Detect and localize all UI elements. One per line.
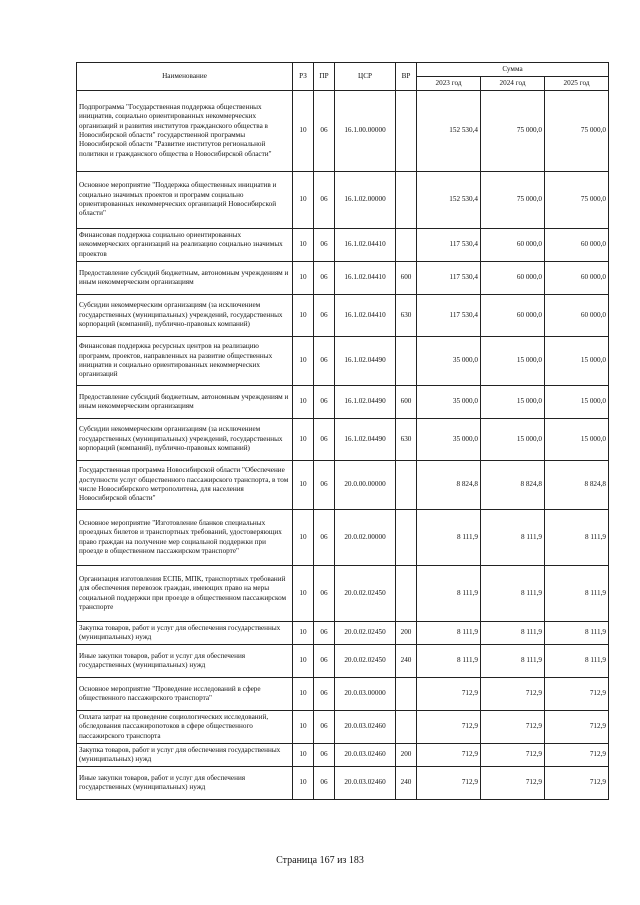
header-year-2025: 2025 год: [545, 77, 609, 91]
table-row: [77, 295, 609, 337]
row-sum-2023: 152 530,4: [417, 91, 481, 172]
row-sum-2023: 8 111,9: [417, 510, 481, 566]
row-csr: 16.1.02.04490: [335, 337, 396, 386]
row-vr: 240: [396, 767, 417, 800]
row-sum-2024: 8 111,9: [481, 622, 545, 645]
row-vr: 240: [396, 645, 417, 678]
table-row: [77, 510, 609, 566]
row-pr: 06: [314, 566, 335, 622]
row-sum-2024: 8 111,9: [481, 510, 545, 566]
row-name: Иные закупки товаров, работ и услуг для обеспечения государственных (муниципальных) нужд: [77, 767, 293, 800]
row-rz: 10: [293, 566, 314, 622]
row-name: Основное мероприятие "Проведение исследований в сфере общественного пассажирского транспорта": [77, 678, 293, 711]
row-name: Финансовая поддержка социально ориентированных некоммерческих организаций на реализацию социально значимых проектов: [77, 229, 293, 262]
header-csr: ЦСР: [335, 63, 396, 91]
row-vr: 200: [396, 744, 417, 767]
row-csr: 20.0.02.00000: [335, 510, 396, 566]
row-vr: [396, 229, 417, 262]
table-row: [77, 744, 609, 767]
row-sum-2025: 8 824,8: [545, 461, 609, 510]
row-rz: 10: [293, 510, 314, 566]
table-row: [77, 767, 609, 800]
row-csr: 16.1.02.04410: [335, 262, 396, 295]
row-sum-2025: 15 000,0: [545, 337, 609, 386]
row-pr: 06: [314, 91, 335, 172]
row-rz: 10: [293, 419, 314, 461]
row-rz: 10: [293, 461, 314, 510]
row-vr: 600: [396, 386, 417, 419]
row-sum-2025: 712,9: [545, 744, 609, 767]
page-number: Страница 167 из 183: [276, 855, 364, 866]
header-year-2024: 2024 год: [481, 77, 545, 91]
row-vr: [396, 461, 417, 510]
row-csr: 16.1.02.04490: [335, 419, 396, 461]
row-vr: [396, 337, 417, 386]
row-sum-2023: 35 000,0: [417, 419, 481, 461]
row-pr: 06: [314, 229, 335, 262]
row-vr: 630: [396, 419, 417, 461]
table-row: [77, 419, 609, 461]
table-body: [77, 91, 609, 800]
row-sum-2025: 75 000,0: [545, 91, 609, 172]
row-rz: 10: [293, 295, 314, 337]
row-rz: 10: [293, 337, 314, 386]
header-pr: ПР: [314, 63, 335, 91]
row-sum-2025: 60 000,0: [545, 262, 609, 295]
row-rz: 10: [293, 229, 314, 262]
row-sum-2024: 60 000,0: [481, 262, 545, 295]
row-sum-2025: 8 111,9: [545, 622, 609, 645]
table-row: [77, 337, 609, 386]
row-csr: 16.1.02.04490: [335, 386, 396, 419]
table-row: [77, 678, 609, 711]
row-vr: [396, 678, 417, 711]
row-name: Субсидии некоммерческим организациям (за исключением государственных (муниципальных) учреждений, государственных корпораций (компаний), публично-правовых компаний): [77, 419, 293, 461]
row-sum-2023: 8 111,9: [417, 622, 481, 645]
row-sum-2024: 75 000,0: [481, 91, 545, 172]
row-sum-2023: 35 000,0: [417, 337, 481, 386]
row-name: Организация изготовления ЕСПБ, МПК, транспортных требований для обеспечения перевозок граждан, имеющих право на меры социальной поддержки при проезде в общественном пассажирском транспорте: [77, 566, 293, 622]
row-pr: 06: [314, 622, 335, 645]
row-pr: 06: [314, 262, 335, 295]
row-pr: 06: [314, 678, 335, 711]
header-name: Наименование: [77, 63, 293, 91]
row-name: Закупка товаров, работ и услуг для обеспечения государственных (муниципальных) нужд: [77, 622, 293, 645]
row-name: Иные закупки товаров, работ и услуг для обеспечения государственных (муниципальных) нужд: [77, 645, 293, 678]
table-row: [77, 461, 609, 510]
row-sum-2023: 117 530,4: [417, 295, 481, 337]
row-rz: 10: [293, 767, 314, 800]
row-sum-2025: 8 111,9: [545, 510, 609, 566]
table-row: [77, 262, 609, 295]
row-vr: [396, 91, 417, 172]
row-sum-2025: 712,9: [545, 767, 609, 800]
row-sum-2023: 712,9: [417, 744, 481, 767]
row-vr: 200: [396, 622, 417, 645]
row-pr: 06: [314, 711, 335, 744]
row-csr: 20.0.03.00000: [335, 678, 396, 711]
row-rz: 10: [293, 91, 314, 172]
header-sum: Сумма: [417, 63, 609, 77]
row-rz: 10: [293, 386, 314, 419]
row-pr: 06: [314, 386, 335, 419]
row-sum-2025: 8 111,9: [545, 566, 609, 622]
row-name: Основное мероприятие "Поддержка общественных инициатив и социально значимых проектов и программ социально ориентированных некоммерческих организаций Новосибирской области": [77, 172, 293, 229]
row-rz: 10: [293, 744, 314, 767]
row-csr: 16.1.00.00000: [335, 91, 396, 172]
table-row: [77, 622, 609, 645]
row-csr: 20.0.02.02450: [335, 645, 396, 678]
row-sum-2024: 712,9: [481, 711, 545, 744]
row-vr: [396, 172, 417, 229]
row-pr: 06: [314, 337, 335, 386]
row-sum-2025: 15 000,0: [545, 386, 609, 419]
row-sum-2025: 712,9: [545, 678, 609, 711]
row-name: Подпрограмма "Государственная поддержка общественных инициатив, социально ориентированных некоммерческих организаций и развития институтов гражданского общества в Новосибирской области" государственной программы Новосибирской области "Развитие институтов региональной политики и гражданского общества в Новосибирской области": [77, 91, 293, 172]
row-vr: [396, 510, 417, 566]
row-vr: 600: [396, 262, 417, 295]
row-csr: 16.1.02.00000: [335, 172, 396, 229]
header-year-2023: 2023 год: [417, 77, 481, 91]
row-rz: 10: [293, 622, 314, 645]
row-rz: 10: [293, 262, 314, 295]
row-sum-2025: 60 000,0: [545, 229, 609, 262]
row-sum-2025: 75 000,0: [545, 172, 609, 229]
table-row: [77, 566, 609, 622]
row-sum-2023: 712,9: [417, 678, 481, 711]
row-sum-2024: 15 000,0: [481, 337, 545, 386]
header-rz: РЗ: [293, 63, 314, 91]
row-rz: 10: [293, 711, 314, 744]
row-sum-2024: 15 000,0: [481, 419, 545, 461]
row-name: Финансовая поддержка ресурсных центров на реализацию программ, проектов, направленных на развитие общественных инициатив и социально ориентированных некоммерческих организаций: [77, 337, 293, 386]
row-csr: 16.1.02.04410: [335, 229, 396, 262]
table-row: [77, 386, 609, 419]
table-row: [77, 91, 609, 172]
row-sum-2023: 117 530,4: [417, 229, 481, 262]
row-sum-2025: 15 000,0: [545, 419, 609, 461]
row-name: Закупка товаров, работ и услуг для обеспечения государственных (муниципальных) нужд: [77, 744, 293, 767]
row-vr: [396, 566, 417, 622]
row-sum-2025: 712,9: [545, 711, 609, 744]
row-vr: [396, 711, 417, 744]
row-sum-2025: 8 111,9: [545, 645, 609, 678]
row-name: Предоставление субсидий бюджетным, автономным учреждениям и иным некоммерческим организациям: [77, 386, 293, 419]
row-sum-2024: 8 824,8: [481, 461, 545, 510]
row-csr: 20.0.03.02460: [335, 744, 396, 767]
table-row: [77, 172, 609, 229]
row-sum-2023: 712,9: [417, 711, 481, 744]
table-row: [77, 229, 609, 262]
row-sum-2024: 8 111,9: [481, 645, 545, 678]
row-pr: 06: [314, 295, 335, 337]
row-csr: 20.0.00.00000: [335, 461, 396, 510]
row-pr: 06: [314, 767, 335, 800]
row-sum-2023: 152 530,4: [417, 172, 481, 229]
row-sum-2024: 712,9: [481, 767, 545, 800]
row-sum-2023: 117 530,4: [417, 262, 481, 295]
row-sum-2024: 712,9: [481, 678, 545, 711]
row-name: Основное мероприятие "Изготовление бланков специальных проездных билетов и транспортных требований, удостоверяющих право граждан на получение мер социальной поддержки при проезде в общественном пассажирском транспорте": [77, 510, 293, 566]
row-pr: 06: [314, 172, 335, 229]
header-vr: ВР: [396, 63, 417, 91]
row-sum-2023: 712,9: [417, 767, 481, 800]
row-sum-2023: 35 000,0: [417, 386, 481, 419]
row-name: Субсидии некоммерческим организациям (за исключением государственных (муниципальных) учреждений, государственных корпораций (компаний), публично-правовых компаний): [77, 295, 293, 337]
row-sum-2024: 60 000,0: [481, 229, 545, 262]
table-row: [77, 645, 609, 678]
row-sum-2024: 60 000,0: [481, 295, 545, 337]
row-sum-2024: 15 000,0: [481, 386, 545, 419]
row-rz: 10: [293, 678, 314, 711]
row-sum-2023: 8 824,8: [417, 461, 481, 510]
table-row: [77, 711, 609, 744]
budget-table: [76, 62, 609, 800]
row-rz: 10: [293, 645, 314, 678]
row-csr: 20.0.03.02460: [335, 767, 396, 800]
row-pr: 06: [314, 744, 335, 767]
row-csr: 20.0.02.02450: [335, 566, 396, 622]
row-pr: 06: [314, 510, 335, 566]
row-vr: 630: [396, 295, 417, 337]
row-sum-2023: 8 111,9: [417, 645, 481, 678]
row-sum-2025: 60 000,0: [545, 295, 609, 337]
row-sum-2023: 8 111,9: [417, 566, 481, 622]
row-csr: 16.1.02.04410: [335, 295, 396, 337]
row-pr: 06: [314, 419, 335, 461]
row-pr: 06: [314, 461, 335, 510]
row-sum-2024: 8 111,9: [481, 566, 545, 622]
row-sum-2024: 75 000,0: [481, 172, 545, 229]
row-sum-2024: 712,9: [481, 744, 545, 767]
row-pr: 06: [314, 645, 335, 678]
row-csr: 20.0.03.02460: [335, 711, 396, 744]
row-rz: 10: [293, 172, 314, 229]
row-csr: 20.0.02.02450: [335, 622, 396, 645]
row-name: Предоставление субсидий бюджетным, автономным учреждениям и иным некоммерческим организациям: [77, 262, 293, 295]
row-name: Государственная программа Новосибирской области "Обеспечение доступности услуг общественного пассажирского транспорта, в том числе Новосибирского метрополитена, для населения Новосибирской области": [77, 461, 293, 510]
row-name: Оплата затрат на проведение социологических исследований, обследования пассажиропотоков в сфере общественного пассажирского транспорта: [77, 711, 293, 744]
